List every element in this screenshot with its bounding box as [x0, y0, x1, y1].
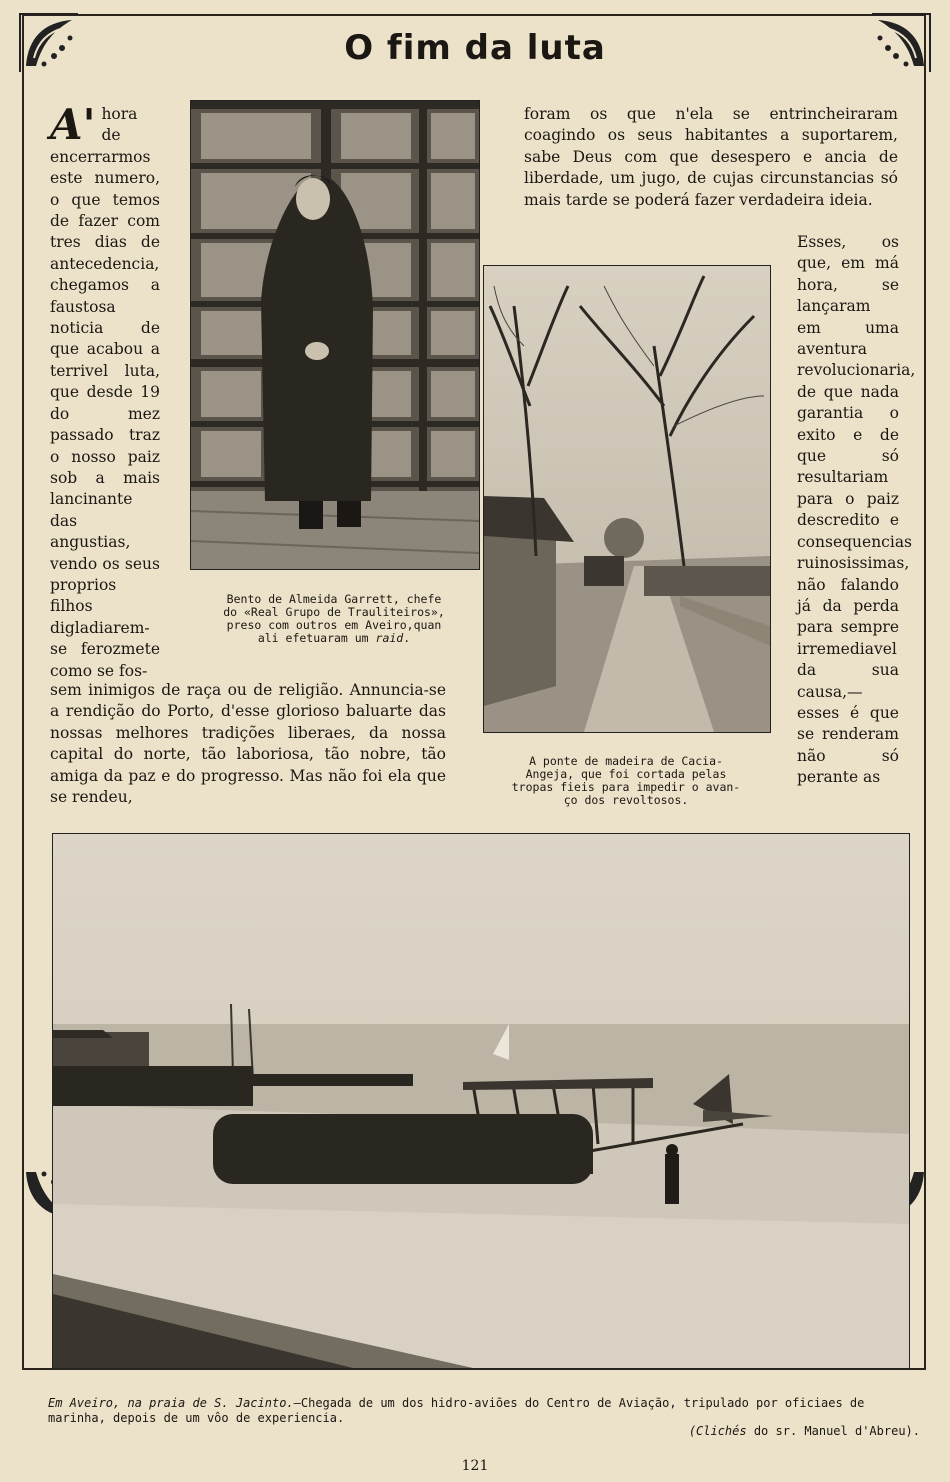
- caption-text: —Chegada de um dos hidro-aviões do Centro de Aviação, tripulado por oficiaes de marinha, depois de um vôo de experiencia.: [48, 1396, 865, 1425]
- page-number: 121: [461, 1458, 489, 1474]
- caption-line: preso com outros em Aveiro,quan: [226, 618, 442, 632]
- article-text-3: Esses, os que, em má hora, se lançaram em uma aventura revolucionaria, de que nada garantia o exito e de que só resultariam para o paiz descredito e consequencias ruinosissimas, não falando já da perda para sempre irremediavel da sua causa,—esses é que se renderam não só perante as: [797, 233, 916, 787]
- caption-line: A ponte de madeira de Cacia-: [529, 754, 723, 768]
- caption-italic: raid: [375, 631, 404, 645]
- caption-text: .: [403, 631, 411, 645]
- page-title: O fim da luta: [344, 28, 606, 68]
- photo-hidroaviao-caption: [48, 1396, 920, 1426]
- photo-credit: [689, 1424, 920, 1438]
- photo-ponte-cacia-image: [484, 266, 770, 732]
- credit-italic: (Clichés: [688, 1424, 747, 1438]
- caption-line: do «Real Grupo de Trauliteiros»,: [223, 605, 445, 619]
- article-column-3: [797, 232, 916, 789]
- caption-line: [190, 632, 478, 645]
- photo-bento-garrett-caption: [190, 593, 478, 645]
- photo-ponte-cacia-caption: [483, 755, 769, 807]
- article-text-1-wide: sem inimigos de raça ou de religião. Annuncia-se a rendição do Porto, d'esse glorioso baluarte das nossas melhores tradições liberaes, da nossa capital do norte, tão laboriosa, tão nobre, tão amiga da paz e do progresso. Mas não foi ela que se rendeu,: [50, 681, 446, 807]
- article-text-1: hora de encerrarmos este numero, o que temos de fazer com tres dias de antecedencia, chegamos a faustosa noticia de que acabou a terrivel luta, que desde 19 do mez passado traz o nosso paiz sob a mais lancinante das angustias, vendo os seus proprios filhos digladiarem-se ferozmete como se fos-: [50, 105, 160, 680]
- article-text-2: foram os que n'ela se entrincheiraram coagindo os seus habitantes a suportarem, sabe Deus com que desespero e ancia de liberdade, um jugo, de cujas circunstancias só mais tarde se poderá fazer verdadeira ideia.: [524, 105, 898, 209]
- article-column-2: [524, 104, 898, 211]
- photo-bento-garrett-image: [191, 101, 479, 569]
- drop-cap: A': [50, 100, 96, 149]
- caption-line: ço dos revoltosos.: [563, 793, 689, 807]
- photo-hidroaviao-aveiro: [52, 833, 910, 1369]
- credit-text: do sr. Manuel d'Abreu).: [746, 1424, 920, 1438]
- caption-line: Bento de Almeida Garrett, chefe: [226, 592, 442, 606]
- caption-text: ali efetuaram um: [257, 631, 376, 645]
- photo-ponte-cacia: [483, 265, 771, 733]
- caption-line: tropas fieis para impedir o avan-: [511, 780, 741, 794]
- photo-hidroaviao-image: [53, 834, 909, 1368]
- caption-italic: Em Aveiro, na praia de S. Jacinto.: [48, 1396, 294, 1410]
- article-column-1: [50, 100, 160, 680]
- photo-bento-garrett: [190, 100, 480, 570]
- caption-line: Angeja, que foi cortada pelas: [525, 767, 727, 781]
